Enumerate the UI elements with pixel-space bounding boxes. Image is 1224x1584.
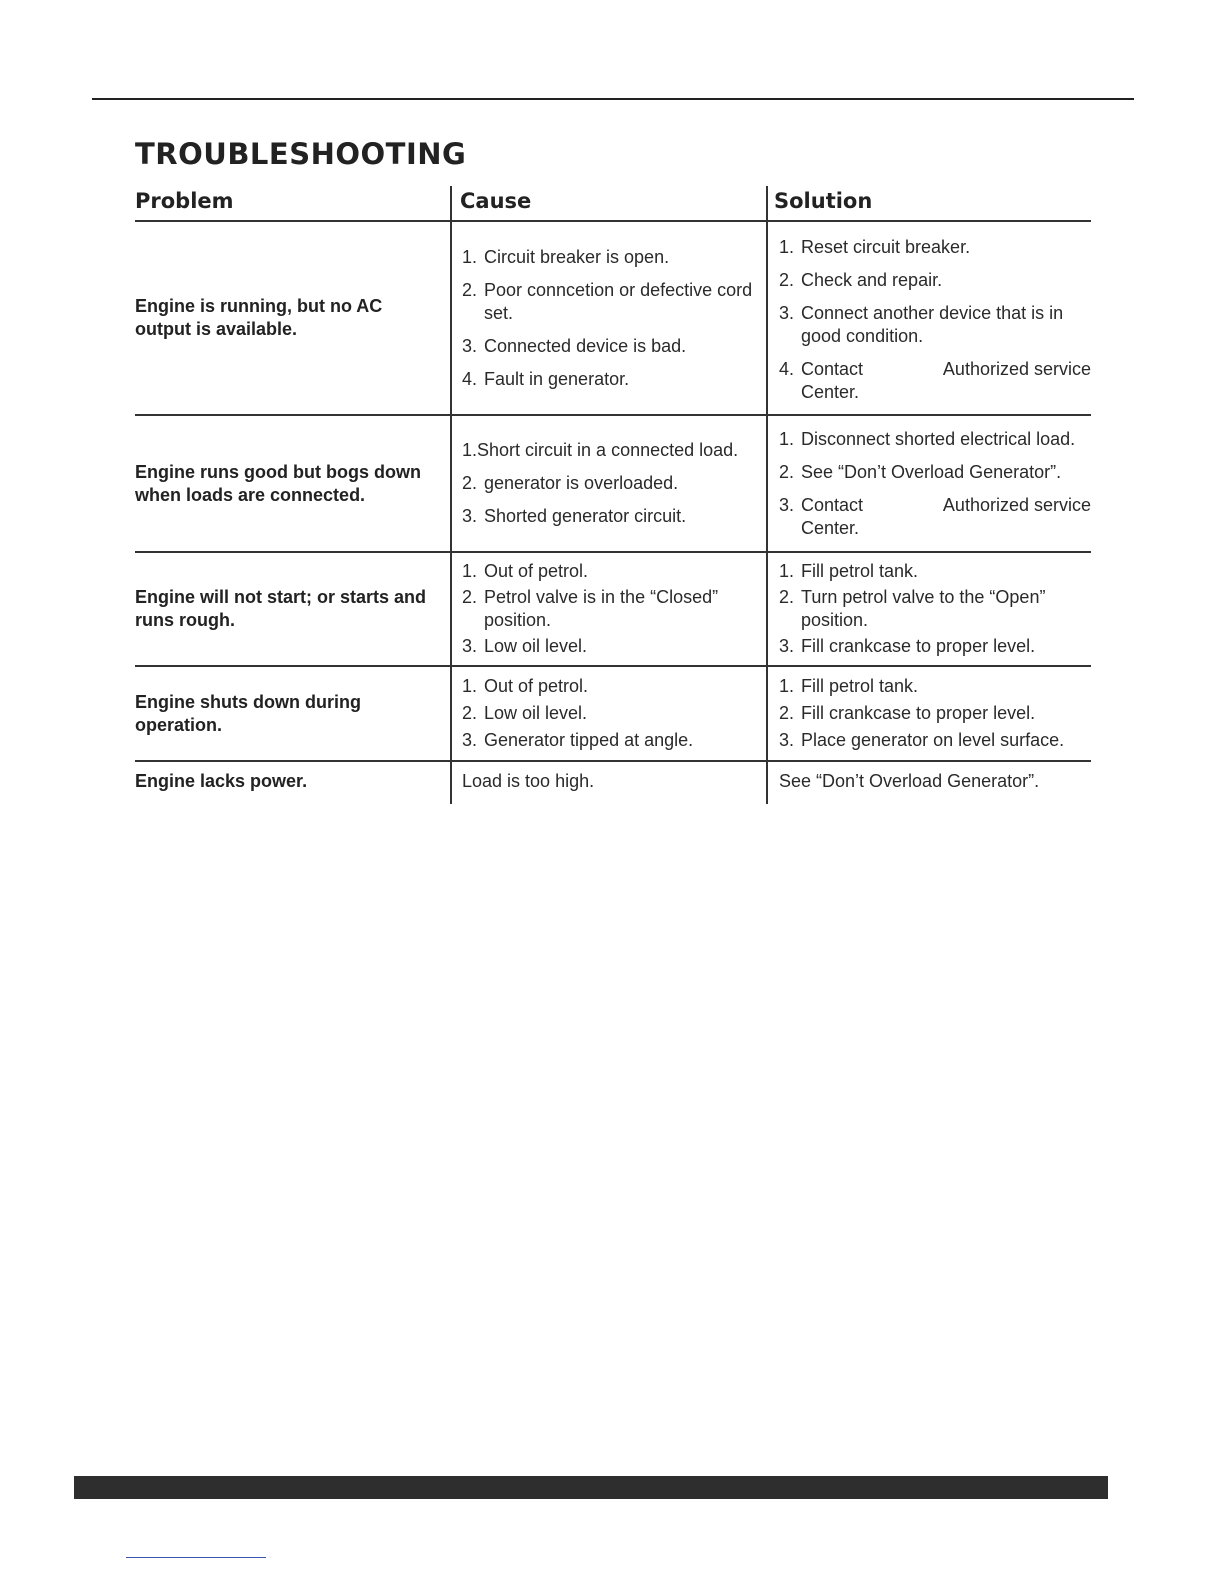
solution-item: 3. Fill crankcase to proper level. <box>779 636 1036 656</box>
cause-cell <box>450 667 766 760</box>
solution-cell <box>766 667 1091 760</box>
table-row <box>135 416 1091 553</box>
top-rule <box>92 98 1134 100</box>
cause-item: 1. Out of petrol. <box>462 676 589 696</box>
troubleshooting-table <box>135 186 1091 804</box>
page-title: TROUBLESHOOTING <box>135 137 467 171</box>
authorized-service-label: Authorized service <box>942 495 1091 515</box>
problem-cell <box>135 222 450 414</box>
solution-item: 1. Fill petrol tank. <box>779 676 919 696</box>
cause-item: Load is too high. <box>462 771 595 791</box>
solution-item: 2. Fill crankcase to proper level. <box>779 703 1036 723</box>
problem-text: Engine runs good but bogs down when loads are connected. <box>135 461 421 505</box>
solution-cell <box>766 762 1091 804</box>
problem-text: Engine shuts down during operation. <box>135 691 361 735</box>
solution-cell <box>766 553 1091 665</box>
contact-label: Contact <box>801 495 864 515</box>
table-row <box>135 667 1091 762</box>
header-problem: Problem <box>135 189 234 213</box>
header-solution: Solution <box>766 186 1091 220</box>
cause-item: 2. generator is overloaded. <box>462 473 679 493</box>
solution-item: 1. Fill petrol tank. <box>779 561 919 581</box>
solution-cell <box>766 416 1091 551</box>
solution-item: 3. Place generator on level surface. <box>779 730 1065 750</box>
center-label: Center. <box>801 518 860 538</box>
problem-cell <box>135 667 450 760</box>
cause-cell <box>450 762 766 804</box>
table-header-row <box>135 186 1091 222</box>
solution-item: 3. Connect another device that is in good condition. <box>779 303 1064 346</box>
contact-label: Contact <box>801 359 864 379</box>
problem-text: Engine lacks power. <box>135 771 308 791</box>
cause-item: 3. Generator tipped at angle. <box>462 730 694 750</box>
cause-item: 3. Connected device is bad. <box>462 335 687 356</box>
footer-bar <box>74 1476 1108 1499</box>
cause-item: 3. Shorted generator circuit. <box>462 506 687 526</box>
solution-item: 2. Turn petrol valve to the “Open” position. <box>779 587 1046 630</box>
solution-cell <box>766 222 1091 414</box>
authorized-service-label: Authorized service <box>942 359 1091 379</box>
cause-cell <box>450 553 766 665</box>
solution-item: 1. Reset circuit breaker. <box>779 237 971 257</box>
cause-item: 1. Out of petrol. <box>462 561 589 581</box>
problem-cell <box>135 416 450 551</box>
table-row <box>135 553 1091 667</box>
problem-text: Engine will not start; or starts and runs rough. <box>135 587 427 630</box>
cause-item: 2. Low oil level. <box>462 703 588 723</box>
cause-item: 2. Poor conncetion or defective cord set. <box>462 279 753 323</box>
problem-cell <box>135 762 450 804</box>
solution-item: 2. See “Don’t Overload Generator”. <box>779 462 1062 482</box>
solution-item: See “Don’t Overload Generator”. <box>779 771 1040 791</box>
solution-item-contact: 4. Contact Authorized service Center. <box>779 359 1091 402</box>
cause-item: 1. Circuit breaker is open. <box>462 246 670 267</box>
footer-underline <box>126 1557 266 1558</box>
header-cause: Cause <box>450 186 766 220</box>
cause-item: 1.Short circuit in a connected load. <box>462 440 739 460</box>
cause-cell <box>450 416 766 551</box>
table-row <box>135 762 1091 804</box>
cause-item: 3. Low oil level. <box>462 636 588 656</box>
problem-cell <box>135 553 450 665</box>
center-label: Center. <box>801 382 860 402</box>
problem-text: Engine is running, but no AC output is available. <box>135 296 383 339</box>
solution-item: 2. Check and repair. <box>779 270 943 290</box>
solution-item-contact: 3. Contact Authorized service Center. <box>779 495 1091 538</box>
cause-item: 4. Fault in generator. <box>462 368 630 389</box>
table-row <box>135 222 1091 416</box>
solution-item: 1. Disconnect shorted electrical load. <box>779 429 1076 449</box>
cause-cell <box>450 222 766 414</box>
cause-item: 2. Petrol valve is in the “Closed” position. <box>462 587 719 630</box>
